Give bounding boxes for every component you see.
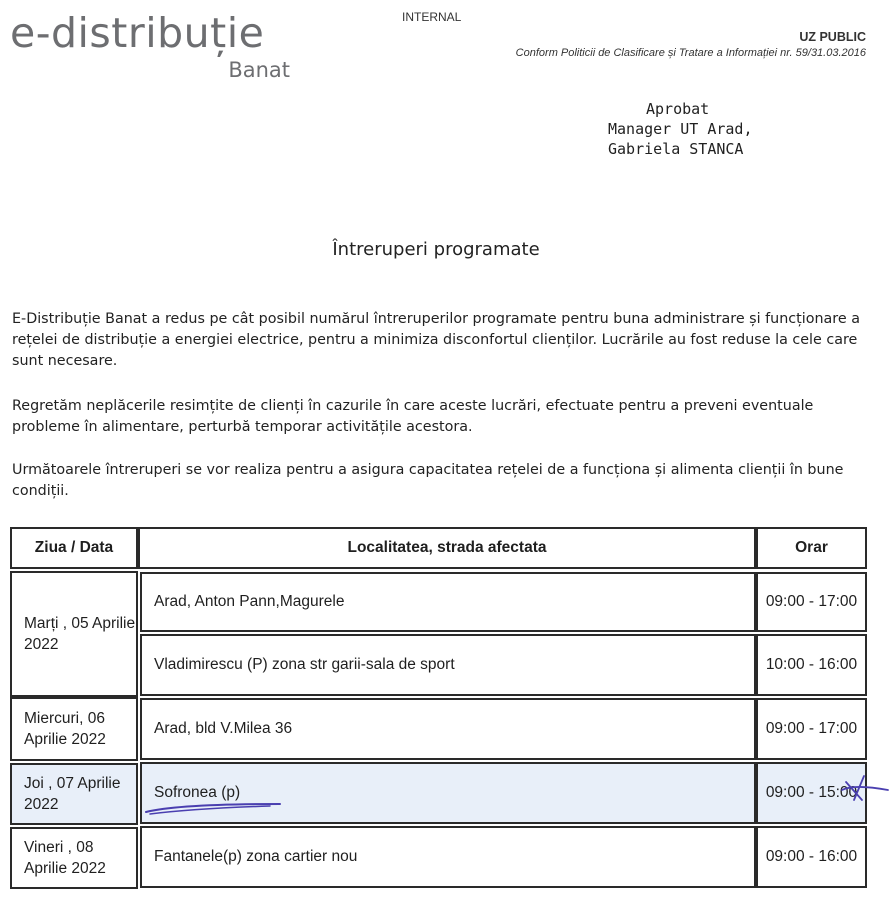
notice-paragraph: Următoarele întreruperi se vor realiza pentru a asigura capacitatea rețelei de a funcționa și alimenta clienții în bune condiții.	[12, 462, 844, 499]
day-cell: Miercuri, 06 Aprilie 2022	[10, 697, 138, 761]
company-logo	[10, 4, 300, 84]
day-cell: Joi , 07 Aprilie 2022	[10, 763, 138, 825]
approval-line: Aprobat	[646, 100, 710, 118]
header-day-date: Ziua / Data	[10, 527, 138, 569]
location-cell: Sofronea (p)	[140, 762, 756, 824]
location-cell: Vladimirescu (P) zona str garii-sala de sport	[140, 634, 756, 696]
intro-paragraph: E-Distribuție Banat a redus pe cât posibil numărul întreruperilor programate pentru buna administrare și funcționare a rețelei de distribuție a energiei electrice, pentru a minimiza disconfortul clienților. Lucrările au fost reduse la cele care sunt necesare.	[12, 311, 860, 369]
time-cell: 09:00 - 17:00	[756, 572, 867, 632]
approval-line: Manager UT Arad,	[608, 120, 753, 138]
approval-line: Gabriela STANCA	[608, 140, 744, 158]
location-cell: Arad, bld V.Milea 36	[140, 698, 756, 760]
time-cell: 09:00 - 15:00	[756, 762, 867, 824]
logo-wordmark: e-distribuție	[10, 9, 265, 57]
location-cell: Fantanele(p) zona cartier nou	[140, 826, 756, 888]
day-cell: Marți , 05 Aprilie 2022	[10, 571, 138, 697]
day-cell: Vineri , 08 Aprilie 2022	[10, 827, 138, 889]
logo-subtitle: Banat	[228, 58, 290, 82]
time-cell: 09:00 - 16:00	[756, 826, 867, 888]
classification-policy: Conform Politicii de Clasificare și Tratare a Informației nr. 59/31.03.2016	[515, 47, 866, 59]
location-cell: Arad, Anton Pann,Magurele	[140, 572, 756, 632]
classification-internal: INTERNAL	[402, 10, 462, 24]
time-cell: 09:00 - 17:00	[756, 698, 867, 760]
classification-public: UZ PUBLIC	[799, 30, 866, 44]
header-schedule: Orar	[756, 527, 867, 569]
page-title: Întreruperi programate	[332, 239, 540, 260]
header-location: Localitatea, strada afectata	[138, 527, 756, 569]
approval-block	[608, 99, 753, 159]
time-cell: 10:00 - 16:00	[756, 634, 867, 696]
apology-paragraph: Regretăm neplăcerile resimțite de clienți în cazurile în care aceste lucrări, efectuate pentru a preveni eventuale probleme în alimentare, perturbă temporar activitățile acestora.	[12, 398, 814, 435]
